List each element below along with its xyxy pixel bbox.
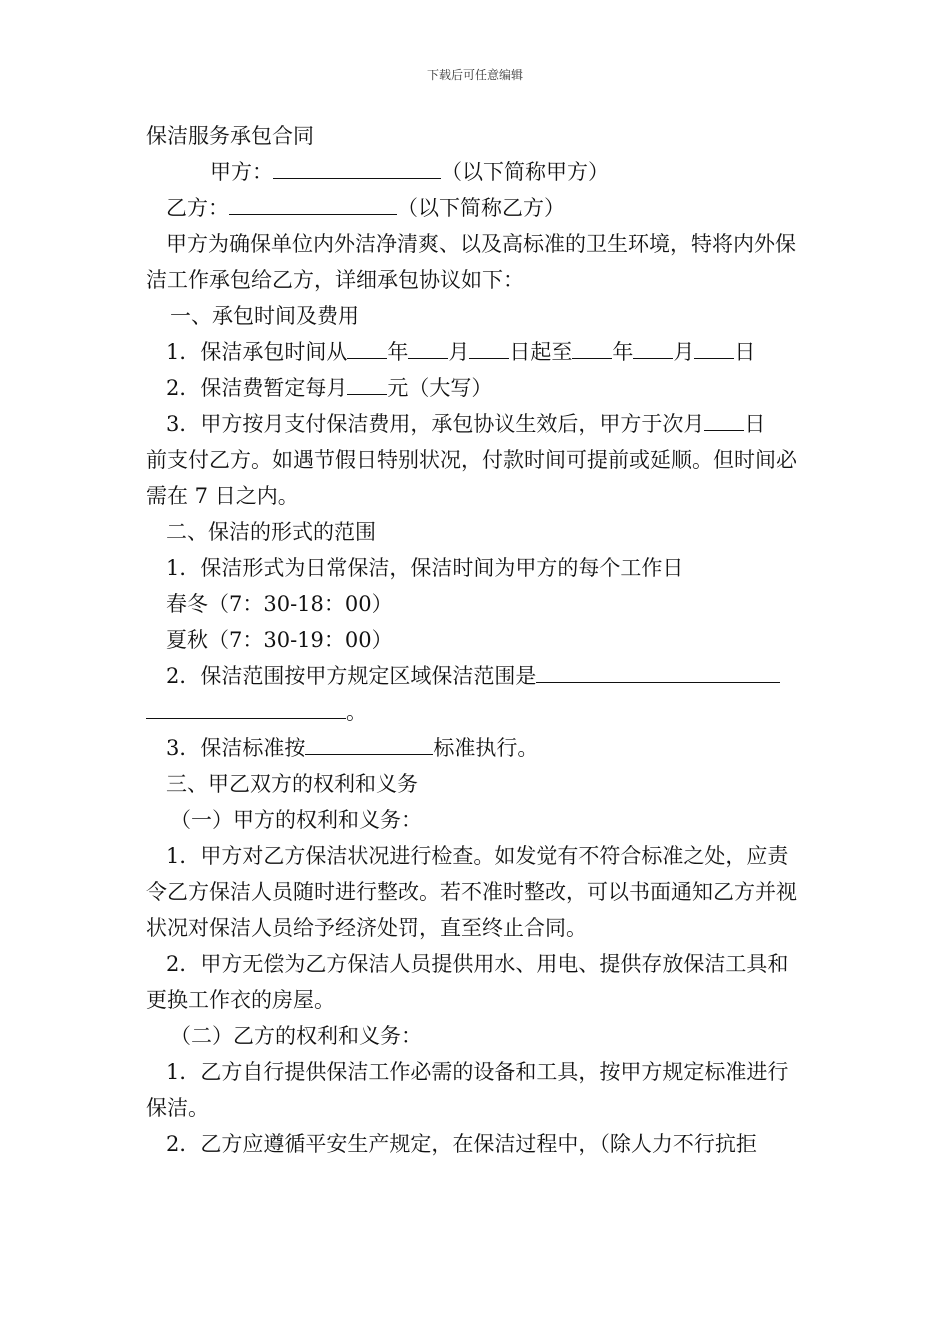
section3-a2: 2．甲方无偿为乙方保洁人员提供用水、用电、提供存放保洁工具和更换工作衣的房屋。 (146, 952, 789, 1012)
month2-label: 月 (673, 340, 695, 364)
year-label: 年 (387, 340, 409, 364)
scope-blank-1[interactable] (536, 658, 780, 683)
end-day-blank[interactable] (694, 334, 734, 359)
year2-label: 年 (612, 340, 634, 364)
item1-text: 1．保洁承包时间从 (166, 340, 348, 364)
item2-text: 2．保洁费暂定每月 (166, 376, 348, 400)
contract-body (146, 118, 808, 1162)
section3-b2: 2．乙方应遵循平安生产规定，在保洁过程中，（除人力不行抗拒 (166, 1132, 757, 1156)
start-day-blank[interactable] (469, 334, 509, 359)
section1-item3 (146, 406, 808, 442)
payment-day-blank[interactable] (704, 406, 744, 431)
item3-day-label: 日 (744, 412, 766, 436)
intro-paragraph: 甲方为确保单位内外洁净清爽、以及高标准的卫生环境，特将内外保洁工作承包给乙方，详细承包协议如下： (146, 232, 796, 292)
section3-sub1: （一）甲方的权利和义务： (170, 808, 422, 832)
section3-b1: 1．乙方自行提供保洁工作必需的设备和工具，按甲方规定标准进行保洁。 (146, 1060, 789, 1120)
item3-standard-text: 3．保洁标准按 (166, 736, 306, 760)
scope-end: 。 (346, 700, 367, 724)
end-month-blank[interactable] (633, 334, 673, 359)
day-start-label: 日起至 (509, 340, 573, 364)
summer-autumn-hours: 夏秋（7：30-19：00） (166, 628, 393, 652)
contract-title: 保洁服务承包合同 (146, 124, 314, 148)
item3-text: 3．甲方按月支付保洁费用，承包协议生效后，甲方于次月 (166, 412, 705, 436)
section3-a1: 1．甲方对乙方保洁状况进行检查。如发觉有不符合标准之处，应责令乙方保洁人员随时进行整改。若不准时整改，可以书面通知乙方并视状况对保洁人员给予经济处罚，直至终止合同。 (146, 844, 797, 940)
standard-blank[interactable] (305, 730, 433, 755)
party-b-line (146, 190, 808, 226)
section2-heading: 二、保洁的形式的范围 (166, 520, 376, 544)
party-b-blank[interactable] (229, 190, 397, 215)
section2-item1: 1．保洁形式为日常保洁，保洁时间为甲方的每个工作日 (166, 556, 684, 580)
start-year-blank[interactable] (347, 334, 387, 359)
section3-sub2: （二）乙方的权利和义务： (170, 1024, 422, 1048)
section2-item2 (146, 658, 808, 694)
item2-suffix: 元（大写） (387, 376, 493, 400)
section3-heading: 三、甲乙双方的权利和义务 (166, 772, 418, 796)
start-month-blank[interactable] (408, 334, 448, 359)
scope-blank-2[interactable] (146, 694, 346, 719)
item3-standard-suffix: 标准执行。 (433, 736, 539, 760)
end-year-blank[interactable] (572, 334, 612, 359)
party-a-label: 甲方： (210, 160, 273, 184)
party-b-suffix: （以下简称乙方） (397, 196, 565, 220)
section2-item2-continued (146, 694, 808, 730)
section2-item3 (146, 730, 808, 766)
section1-heading: 一、承包时间及费用 (170, 304, 359, 328)
party-a-line (146, 154, 808, 190)
party-b-label: 乙方： (166, 196, 229, 220)
monthly-fee-blank[interactable] (347, 370, 387, 395)
section1-item1 (146, 334, 808, 370)
party-a-suffix: （以下简称甲方） (441, 160, 609, 184)
party-a-blank[interactable] (273, 154, 441, 179)
section1-item2 (146, 370, 808, 406)
page-header-note: 下载后可任意编辑 (426, 68, 523, 82)
item2-scope-text: 2．保洁范围按甲方规定区域保洁范围是 (166, 664, 537, 688)
section1-item3-continued: 前支付乙方。如遇节假日特别状况，付款时间可提前或延顺。但时间必需在 7 日之内。 (146, 448, 797, 508)
month-label: 月 (448, 340, 470, 364)
spring-winter-hours: 春冬（7：30-18：00） (166, 592, 393, 616)
day-end-label: 日 (734, 340, 756, 364)
